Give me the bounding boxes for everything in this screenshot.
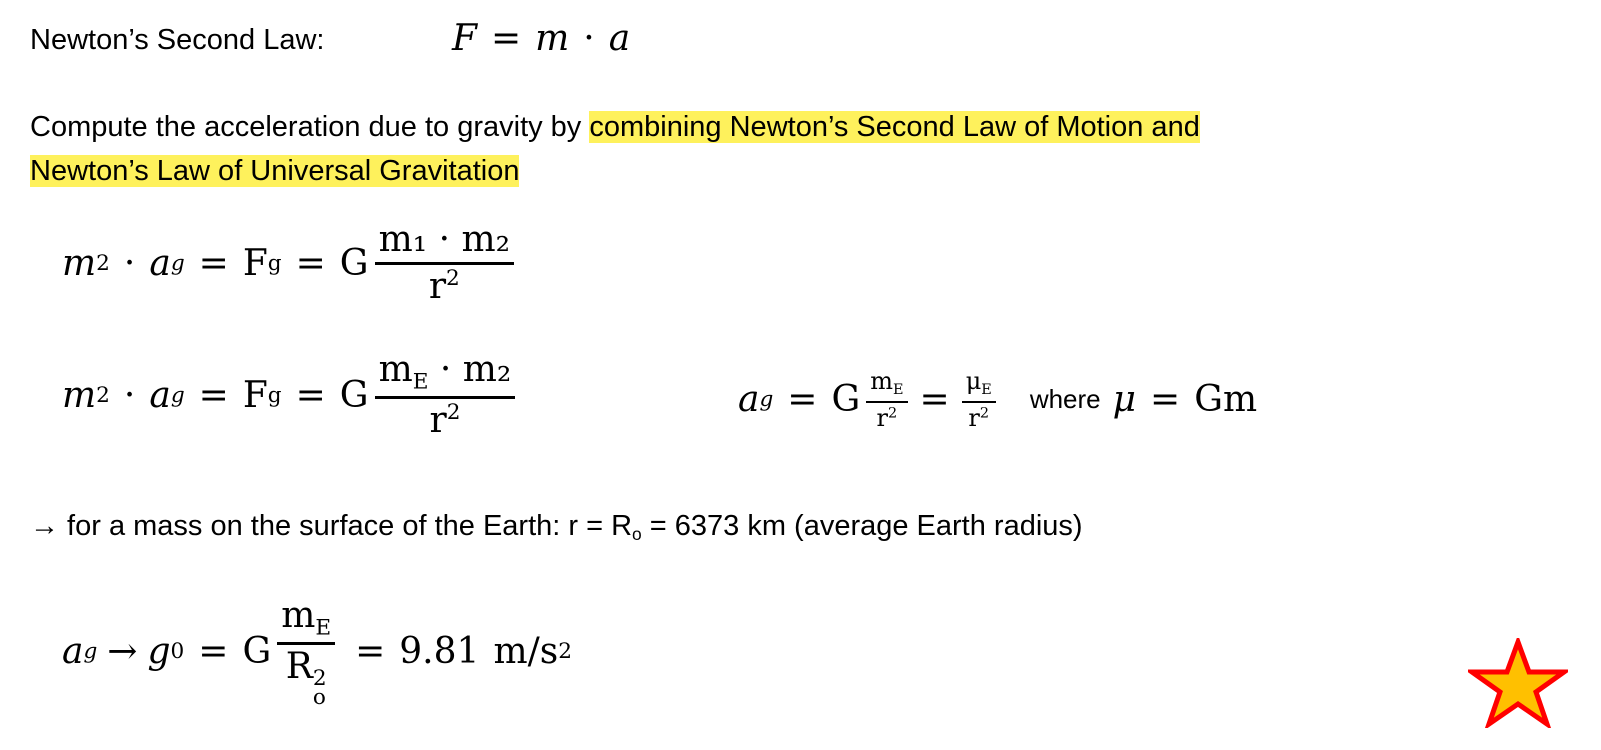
- note-text: for a mass on the surface of the Earth: r = R: [59, 510, 633, 542]
- a: a: [62, 631, 84, 673]
- sub: g: [170, 250, 185, 276]
- note-sub: o: [632, 524, 642, 545]
- sub: 0: [170, 639, 185, 665]
- dot: ·: [583, 18, 595, 59]
- r: r: [968, 403, 980, 432]
- exp: 2: [979, 405, 990, 422]
- sub: g: [267, 250, 282, 276]
- equation-gravitation-earth: [62, 350, 521, 441]
- numerator: [962, 368, 996, 403]
- arrow-icon: →: [30, 510, 59, 542]
- mu: μ: [965, 367, 982, 395]
- denominator: [429, 265, 460, 307]
- exp: 2: [888, 405, 898, 422]
- equation-gravitation-general: [62, 220, 520, 306]
- acceleration-symbol: a: [608, 18, 631, 59]
- G: G: [242, 631, 272, 673]
- a: a: [149, 242, 171, 284]
- fraction-mE: [866, 368, 907, 431]
- fraction: [375, 350, 516, 441]
- equals: =: [198, 631, 229, 673]
- highlighted-text-1: combining Newton’s Second Law of Motion and: [589, 111, 1200, 143]
- equals: =: [295, 242, 326, 284]
- denominator: [285, 645, 327, 711]
- sub: o: [312, 685, 326, 711]
- newton-second-law-equation: [452, 18, 630, 59]
- G: G: [339, 374, 369, 416]
- exp: 2: [558, 639, 572, 665]
- dot: ·: [123, 242, 136, 284]
- earth-surface-note: [30, 510, 1083, 545]
- m: m: [870, 367, 893, 395]
- r: r: [429, 400, 447, 442]
- sub: E: [893, 382, 904, 399]
- r: r: [876, 403, 889, 432]
- dot: ·: [123, 374, 136, 416]
- fraction-muE: [962, 368, 996, 431]
- equation-acceleration: [738, 368, 1257, 431]
- sub: E: [981, 382, 992, 399]
- sub: g: [170, 382, 185, 408]
- paragraph-line1: [30, 111, 1200, 144]
- note-rest: = 6373 km (average Earth radius): [641, 510, 1083, 542]
- equals: =: [198, 242, 229, 284]
- value: 9.81: [399, 631, 480, 673]
- fraction: [277, 595, 335, 711]
- numerator: [375, 350, 516, 399]
- g: g: [147, 631, 171, 673]
- paragraph-plain: Compute the acceleration due to gravity by: [30, 111, 590, 143]
- paragraph-line2: [30, 155, 519, 188]
- m: m: [62, 242, 97, 284]
- newton-second-law-label: Newton’s Second Law:: [30, 24, 325, 56]
- sub: g: [83, 639, 98, 665]
- r: r: [428, 265, 447, 307]
- star-icon: [1468, 638, 1568, 728]
- exp: 2: [446, 265, 460, 291]
- numerator: [277, 596, 335, 645]
- sub: E: [412, 369, 429, 395]
- sub: E: [315, 615, 332, 641]
- G: G: [831, 379, 861, 421]
- equals: =: [1150, 379, 1181, 421]
- denominator: [968, 403, 989, 431]
- mu: μ: [1112, 379, 1137, 421]
- equals: =: [295, 374, 326, 416]
- m: m: [62, 374, 97, 416]
- sub: g: [267, 382, 282, 408]
- Gm: Gm: [1194, 379, 1258, 421]
- equals: =: [355, 631, 386, 673]
- sub: g: [759, 387, 774, 413]
- equals: =: [198, 374, 229, 416]
- a: a: [149, 374, 171, 416]
- F: F: [242, 242, 268, 284]
- F: F: [242, 374, 268, 416]
- a: a: [738, 379, 760, 421]
- equals: =: [490, 18, 522, 59]
- mass-symbol: m: [535, 18, 570, 59]
- m: m: [378, 349, 413, 390]
- exp: 2: [446, 400, 461, 426]
- equals: =: [919, 379, 950, 421]
- fraction: [375, 220, 514, 306]
- denominator: [877, 403, 898, 431]
- equation-surface-gravity: [62, 595, 572, 711]
- R: R: [285, 646, 313, 688]
- exp: 2: [312, 665, 327, 691]
- sub: 2: [96, 250, 110, 276]
- unit: m/s: [493, 631, 559, 673]
- where-label: where: [1029, 384, 1101, 415]
- arrow: →: [107, 631, 138, 673]
- G: G: [339, 242, 369, 284]
- m: m: [281, 595, 316, 636]
- rest: · m₂: [428, 349, 512, 390]
- denominator: [429, 399, 460, 441]
- force-symbol: F: [452, 18, 477, 59]
- equals: =: [787, 379, 818, 421]
- numerator: m₁ · m₂: [375, 220, 514, 265]
- sub: 2: [96, 382, 110, 408]
- highlighted-text-2: Newton’s Law of Universal Gravitation: [30, 155, 520, 187]
- numerator: [866, 368, 907, 403]
